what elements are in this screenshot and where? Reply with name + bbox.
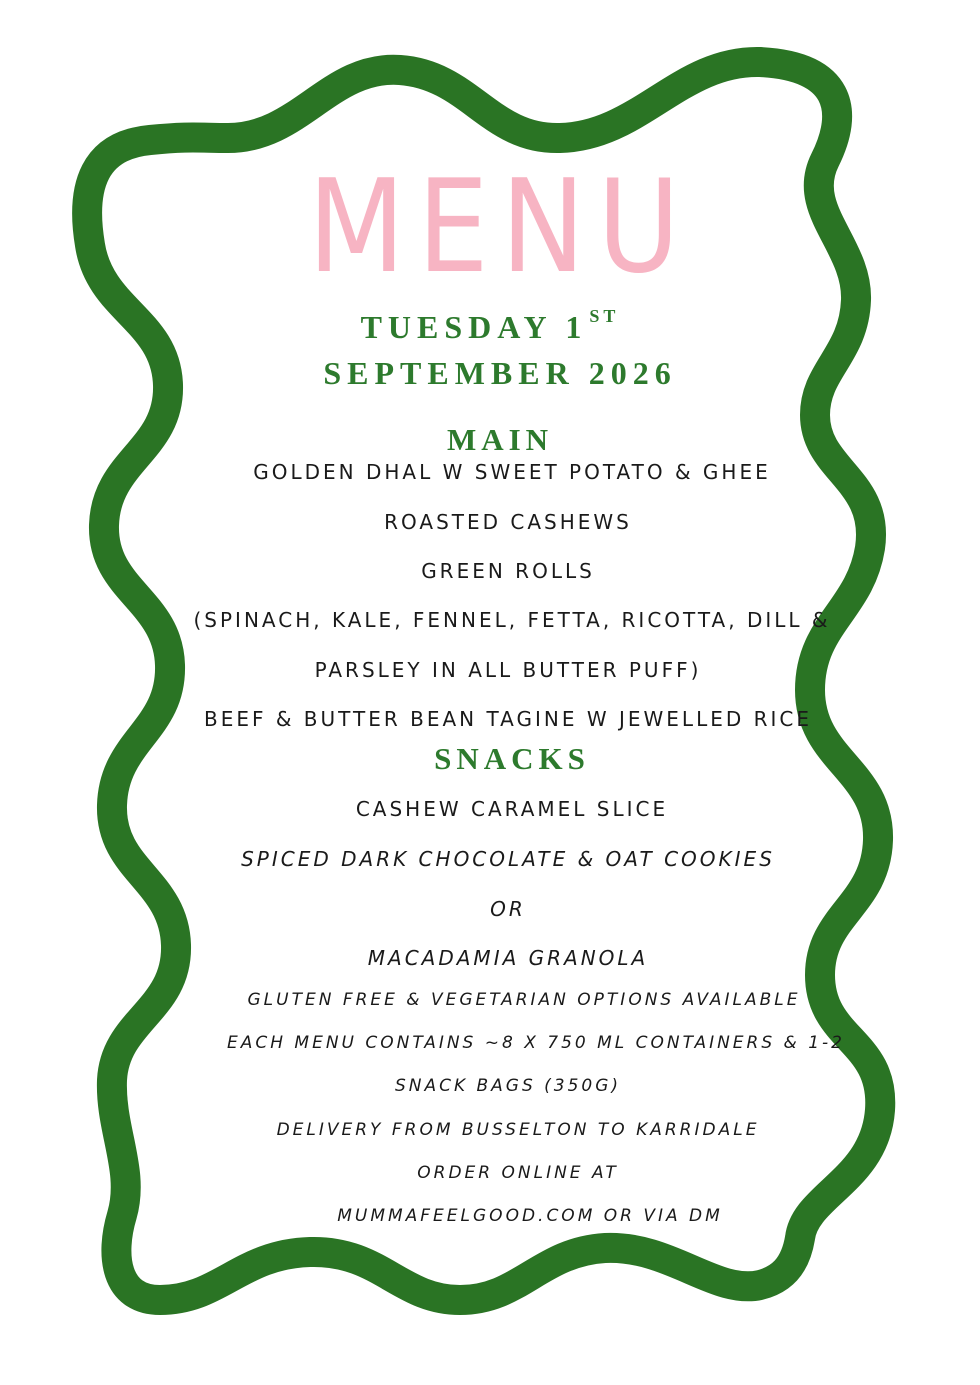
menu-item: BEEF & BUTTER BEAN TAGINE W JEWELLED RICE: [204, 707, 812, 731]
section-heading-snacks: SNACKS: [434, 741, 590, 776]
date-line-2: SEPTEMBER 2026: [323, 355, 677, 391]
snack-item: MACADAMIA GRANOLA: [367, 946, 649, 970]
date-line-1: [0, 294, 980, 349]
menu-item: ROASTED CASHEWS: [384, 510, 632, 534]
snack-item: CASHEW CARAMEL SLICE: [355, 797, 669, 821]
website-line: MUMMAFEELGOOD.COM OR VIA DM: [337, 1206, 723, 1226]
note-line: ORDER ONLINE AT: [417, 1163, 619, 1183]
menu-item: GREEN ROLLS: [421, 559, 595, 583]
page-title: MENU: [307, 153, 693, 302]
menu-item: PARSLEY IN ALL BUTTER PUFF): [314, 658, 702, 682]
note-line: DELIVERY FROM BUSSELTON TO KARRIDALE: [276, 1120, 760, 1140]
section-heading-main: MAIN: [446, 422, 554, 457]
date-day: TUESDAY 1: [360, 309, 588, 345]
snack-item: SPICED DARK CHOCOLATE & OAT COOKIES: [241, 847, 775, 871]
menu-item: GOLDEN DHAL W SWEET POTATO & GHEE: [253, 460, 771, 484]
note-line: EACH MENU CONTAINS ~8 X 750 ML CONTAINERS & 1-2: [227, 1033, 845, 1053]
note-line: SNACK BAGS (350G): [394, 1076, 622, 1096]
menu-item: (SPINACH, KALE, FENNEL, FETTA, RICOTTA, DILL &: [193, 608, 831, 632]
date-suffix: ST: [589, 306, 620, 326]
snack-item: OR: [490, 897, 526, 921]
note-line: GLUTEN FREE & VEGETARIAN OPTIONS AVAILABLE: [247, 990, 801, 1010]
